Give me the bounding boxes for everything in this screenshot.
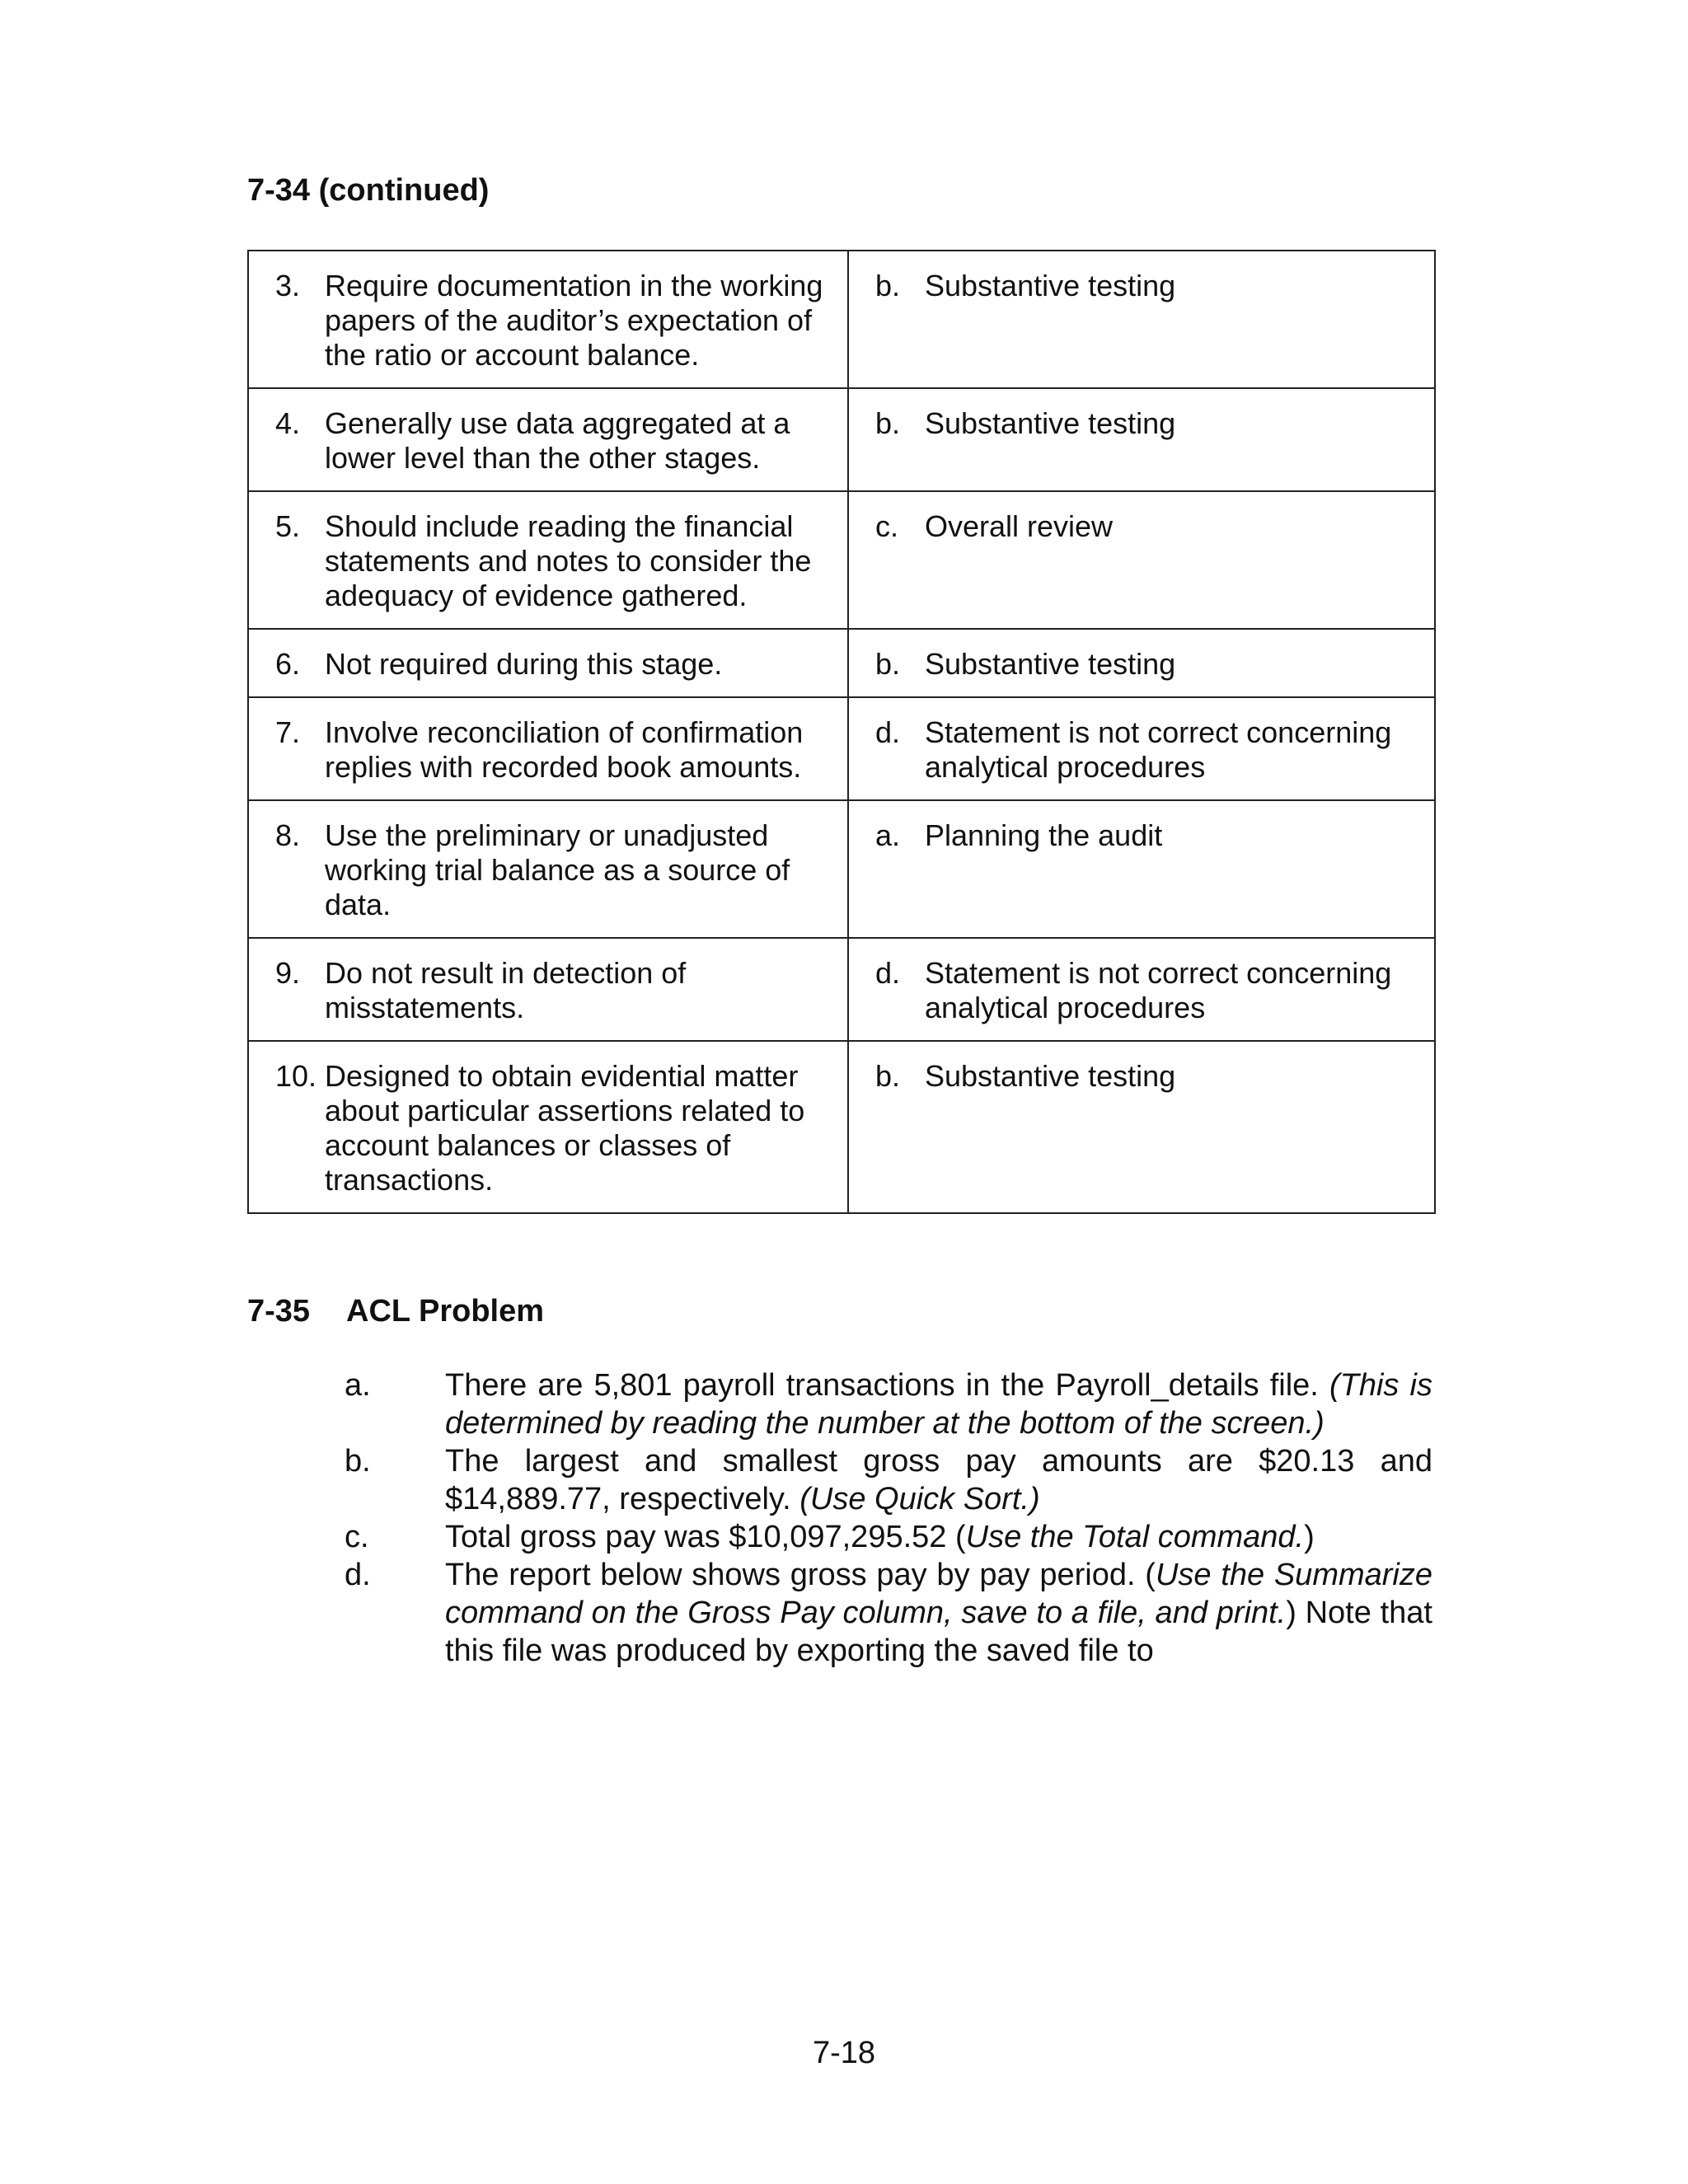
answer-text: Substantive testing <box>925 406 1176 440</box>
statement-cell <box>248 938 848 1041</box>
answer-text: Substantive testing <box>925 1059 1176 1093</box>
answer-letter: a. <box>345 1368 371 1403</box>
answer-text-end: ) Note that this file was produced by exporting the saved file to <box>445 1596 1432 1668</box>
item-statement: Designed to obtain evidential matter about particular assertions related to account balances or classes of transactions. <box>325 1059 805 1197</box>
item-number: 6. <box>275 647 301 681</box>
answer-text: Statement is not correct concerning analytical procedures <box>925 956 1392 1024</box>
answer-letter: d. <box>875 715 901 749</box>
answer-letter: c. <box>345 1520 369 1554</box>
answer-letter: d. <box>875 956 901 990</box>
answer-body <box>445 1556 1432 1670</box>
answer-cell <box>848 629 1435 697</box>
answer-note: (Use Quick Sort.) <box>799 1482 1040 1516</box>
item-statement: Not required during this stage. <box>325 647 723 681</box>
answer-letter: c. <box>875 509 899 543</box>
answer-text: Overall review <box>925 509 1114 543</box>
answer-note: Use the Summarize command on the Gross Pay column, save to a file, and print. <box>445 1558 1432 1630</box>
answer-text: Total gross pay was $10,097,295.52 ( <box>445 1520 966 1554</box>
answer-text: The report below shows gross pay by pay period. ( <box>445 1558 1156 1592</box>
answer-body <box>445 1442 1432 1518</box>
answer-body <box>445 1366 1432 1442</box>
item-number: 7. <box>275 715 301 749</box>
answer-item-c <box>345 1518 1432 1556</box>
answer-table <box>247 250 1436 1214</box>
answer-cell <box>848 800 1435 938</box>
answer-text: Planning the audit <box>925 818 1163 852</box>
problem-number: 7-35 <box>247 1294 311 1329</box>
answer-letter: a. <box>875 818 901 852</box>
answer-text: Statement is not correct concerning analytical procedures <box>925 715 1392 784</box>
problem-title: ACL Problem <box>346 1294 545 1329</box>
item-number: 8. <box>275 818 301 852</box>
answer-cell <box>848 388 1435 491</box>
answer-body <box>445 1518 1432 1556</box>
answer-text: Substantive testing <box>925 269 1176 302</box>
answer-cell <box>848 938 1435 1041</box>
item-number: 4. <box>275 406 301 440</box>
statement-cell <box>248 800 848 938</box>
answer-item-a <box>345 1366 1432 1442</box>
table-row <box>248 1041 1435 1213</box>
item-statement: Do not result in detection of misstatements. <box>325 956 687 1024</box>
table-row <box>248 800 1435 938</box>
answer-letter: b. <box>875 647 901 681</box>
item-statement: Use the preliminary or unadjusted working trial balance as a source of data. <box>325 818 790 921</box>
problem-heading <box>247 1294 544 1329</box>
statement-cell <box>248 251 848 388</box>
table-row <box>248 697 1435 800</box>
answer-letter: b. <box>875 406 901 440</box>
answer-cell <box>848 251 1435 388</box>
table-row <box>248 491 1435 629</box>
answer-cell <box>848 1041 1435 1213</box>
answer-note: (This is determined by reading the number at the bottom of the screen.) <box>445 1368 1433 1441</box>
statement-cell <box>248 629 848 697</box>
answer-letter: d. <box>345 1558 371 1592</box>
item-number: 5. <box>275 509 301 543</box>
answer-note: Use the Total command. <box>965 1520 1305 1554</box>
item-number: 9. <box>275 956 301 990</box>
table-row <box>248 938 1435 1041</box>
item-statement: Should include reading the financial statements and notes to consider the adequacy of evidence gathered. <box>325 509 812 612</box>
statement-cell <box>248 697 848 800</box>
item-statement: Generally use data aggregated at a lower level than the other stages. <box>325 406 790 475</box>
table-row <box>248 629 1435 697</box>
item-number: 10. <box>275 1059 317 1093</box>
answer-text: There are 5,801 payroll transactions in the Payroll_details file. <box>445 1368 1319 1403</box>
answer-text: The largest and smallest gross pay amounts are $20.13 and $14,889.77, respectively. <box>445 1444 1432 1516</box>
answer-letter: b. <box>345 1444 371 1479</box>
section-heading: 7-34 (continued) <box>247 173 490 208</box>
answer-list <box>345 1366 1432 1670</box>
statement-cell <box>248 388 848 491</box>
item-statement: Require documentation in the working papers of the auditor’s expectation of the ratio or account balance. <box>325 269 823 372</box>
table-row <box>248 388 1435 491</box>
answer-item-d <box>345 1556 1432 1670</box>
answer-letter: b. <box>875 269 901 302</box>
table-row <box>248 251 1435 388</box>
page-number: 7-18 <box>812 2036 876 2070</box>
answer-letter: b. <box>875 1059 901 1093</box>
answer-text: Substantive testing <box>925 647 1176 681</box>
item-number: 3. <box>275 269 301 302</box>
answer-cell <box>848 491 1435 629</box>
item-statement: Involve reconciliation of confirmation replies with recorded book amounts. <box>325 715 804 784</box>
answer-item-b <box>345 1442 1432 1518</box>
answer-text-end: ) <box>1304 1520 1315 1554</box>
statement-cell <box>248 1041 848 1213</box>
answer-cell <box>848 697 1435 800</box>
statement-cell <box>248 491 848 629</box>
